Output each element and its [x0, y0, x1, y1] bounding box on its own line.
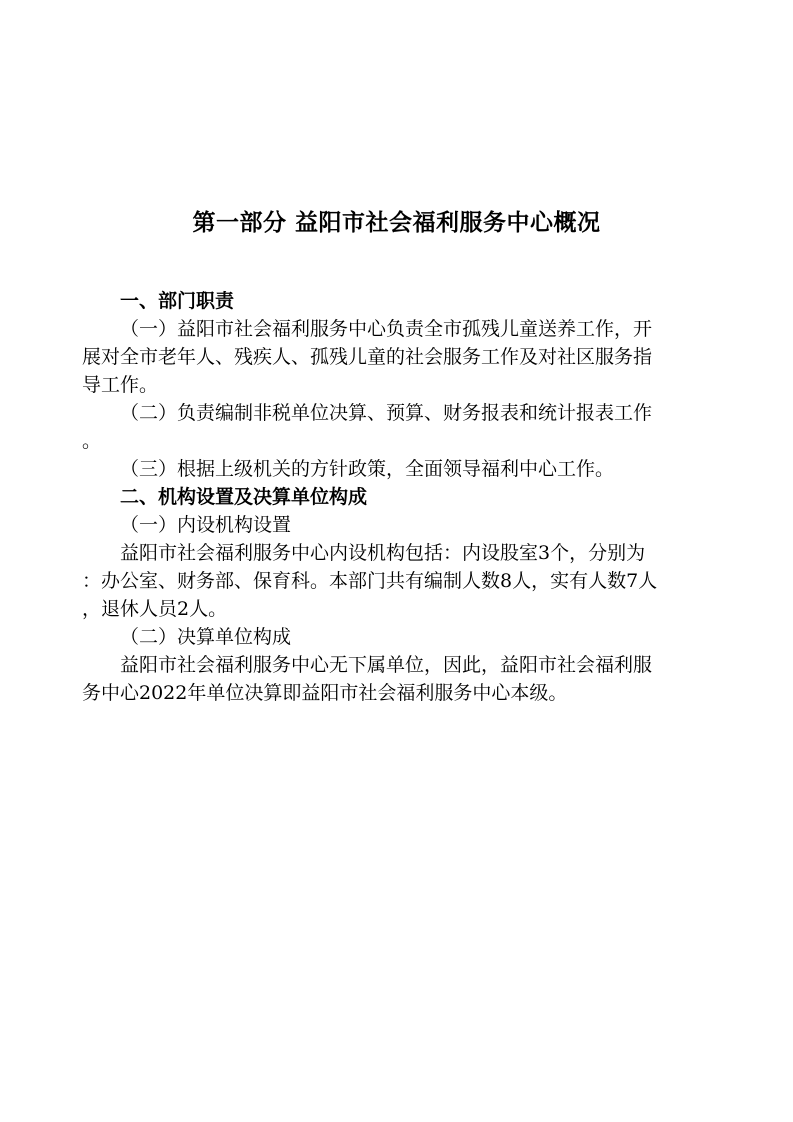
paragraph-line: 益阳市社会福利服务中心无下属单位，因此，益阳市社会福利服 [120, 654, 653, 676]
paragraph-line: （一）益阳市社会福利服务中心负责全市孤残儿童送养工作，开 [120, 318, 653, 340]
subheading-line: （一）内设机构设置 [120, 514, 292, 536]
section-heading-department-duties: 一、部门职责 [120, 290, 235, 312]
section-heading-organization: 二、机构设置及决算单位构成 [120, 486, 368, 508]
paragraph-line: 导工作。 [82, 374, 159, 396]
paragraph-line: 益阳市社会福利服务中心内设机构包括：内设股室3个，分别为 [120, 542, 646, 564]
subheading-line: （二）决算单位构成 [120, 626, 292, 648]
paragraph-line: 务中心2022年单位决算即益阳市社会福利服务中心本级。 [82, 682, 568, 704]
paragraph-line: ，退休人员2人。 [82, 598, 228, 620]
paragraph-line: 展对全市老年人、残疾人、孤残儿童的社会服务工作及对社区服务指 [82, 346, 653, 368]
paragraph-line: （二）负责编制非税单位决算、预算、财务报表和统计报表工作 [120, 402, 653, 424]
paragraph-line: 。 [82, 430, 102, 452]
page-title: 第一部分 益阳市社会福利服务中心概况 [192, 210, 601, 236]
paragraph-line: （三）根据上级机关的方针政策，全面领导福利中心工作。 [120, 458, 615, 480]
paragraph-line: ：办公室、财务部、保育科。本部门共有编制人数8人，实有人数7人 [82, 570, 658, 592]
